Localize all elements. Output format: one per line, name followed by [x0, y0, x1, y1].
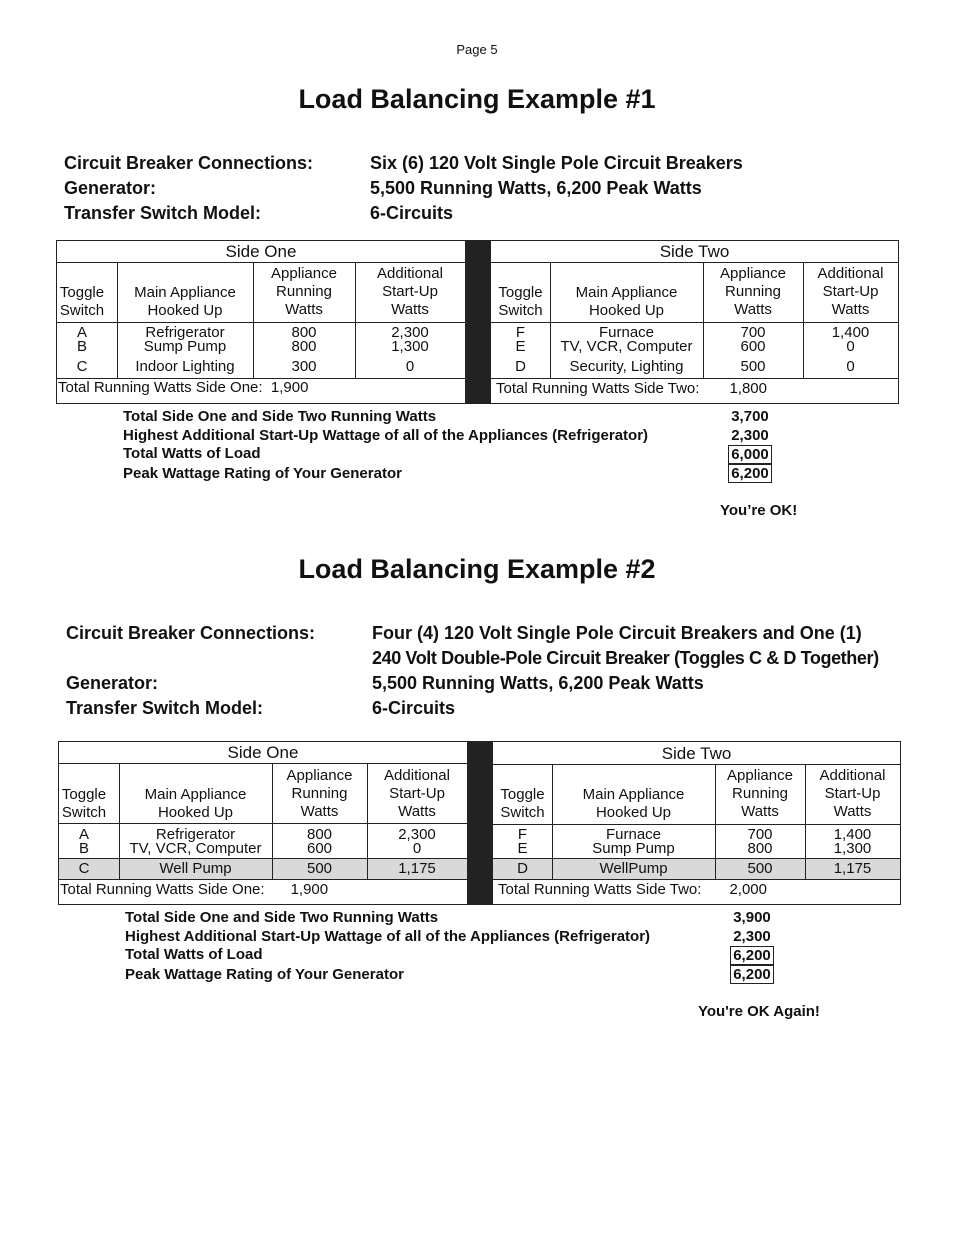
breaker-label: Circuit Breaker Connections: [66, 623, 316, 643]
table-center-divider [465, 241, 491, 403]
generator-value: 5,500 Running Watts, 6,200 Peak Watts [372, 673, 704, 693]
table-row-running: 800 600 [306, 826, 333, 857]
table-cell: 1,175 [398, 860, 436, 877]
table-cell: 500 [740, 358, 766, 375]
side-one-total: Total Running Watts Side One: 1,900 [60, 881, 329, 898]
table-row-running: 700 600 [740, 324, 766, 355]
load-table-example-1 [56, 240, 899, 404]
table-row-toggles: A B [78, 826, 89, 857]
table-row-startup: 1,400 1,300 [833, 826, 872, 857]
header-startup: Additional Start-Up Watts [817, 265, 884, 318]
summary-value-boxed: 6,200 [728, 464, 772, 483]
example-2-title: Load Balancing Example #2 [298, 554, 656, 584]
table-row-appliances: Furnace Sump Pump [592, 826, 675, 857]
breaker-value: Six (6) 120 Volt Single Pole Circuit Breakers [370, 153, 743, 173]
summary-label: Total Watts of Load [123, 445, 261, 462]
table-cell: C [78, 860, 90, 877]
breaker-value: Four (4) 120 Volt Single Pole Circuit Breakers and One (1) [372, 623, 862, 643]
summary-value: 3,700 [731, 408, 769, 425]
transfer-switch-label: Transfer Switch Model: [66, 698, 264, 718]
table-row-appliances: Refrigerator Sump Pump [143, 324, 227, 355]
header-toggle: Toggle Switch [498, 284, 543, 319]
example-1-info [64, 151, 924, 231]
header-running: Appliance Running Watts [271, 265, 337, 318]
header-appliance: Main Appliance Hooked Up [582, 786, 685, 821]
table-cell: C [76, 358, 88, 375]
example-2-info [66, 621, 926, 726]
generator-label: Generator: [64, 178, 157, 198]
table-row-startup: 2,300 0 [398, 826, 436, 857]
breaker-value-line-2: 240 Volt Double-Pole Circuit Breaker (Toggles C & D Together) [372, 648, 879, 668]
header-startup: Additional Start-Up Watts [384, 767, 450, 820]
table-row-running: 700 800 [747, 826, 773, 857]
summary-label: Peak Wattage Rating of Your Generator [123, 465, 402, 482]
header-toggle: Toggle Switch [59, 284, 105, 319]
header-toggle: Toggle Switch [61, 786, 107, 821]
table-cell: 0 [846, 358, 855, 375]
table-cell: Well Pump [159, 860, 232, 877]
summary-value: 2,300 [733, 928, 771, 945]
table-cell: WellPump [599, 860, 668, 877]
example-2-summary [125, 909, 825, 989]
table-row-running: 800 800 [291, 324, 317, 355]
table-cell: 500 [306, 860, 333, 877]
generator-label: Generator: [66, 673, 159, 693]
header-startup: Additional Start-Up Watts [377, 265, 443, 318]
summary-label: Total Watts of Load [125, 946, 263, 963]
side-two-total: Total Running Watts Side Two: 1,800 [496, 380, 767, 397]
table-row-toggles: F E [515, 324, 526, 355]
table-row-toggles: F E [517, 826, 528, 857]
example-1-verdict: You’re OK! [720, 502, 798, 519]
table-cell: 1,175 [833, 860, 872, 877]
header-appliance: Main Appliance Hooked Up [575, 284, 678, 319]
summary-label: Total Side One and Side Two Running Watts [125, 909, 439, 926]
summary-value: 3,900 [733, 909, 771, 926]
table-row-startup: 1,400 0 [831, 324, 870, 355]
summary-value: 2,300 [731, 427, 769, 444]
table-cell: 500 [747, 860, 773, 877]
summary-label: Peak Wattage Rating of Your Generator [125, 966, 404, 983]
example-1-title: Load Balancing Example #1 [298, 84, 656, 114]
summary-value-boxed: 6,200 [730, 965, 774, 984]
side-one-title: Side One [225, 242, 297, 261]
summary-value-boxed: 6,000 [728, 445, 772, 464]
table-cell: 300 [291, 358, 317, 375]
table-cell: 0 [405, 358, 415, 375]
side-two-title: Side Two [661, 744, 732, 763]
summary-label: Highest Additional Start-Up Wattage of all of the Appliances (Refrigerator) [123, 427, 649, 444]
table-cell: D [517, 860, 528, 877]
transfer-switch-value: 6-Circuits [370, 203, 454, 223]
header-running: Appliance Running Watts [720, 265, 786, 318]
side-two-total: Total Running Watts Side Two: 2,000 [498, 881, 767, 898]
table-cell: Indoor Lighting [135, 358, 235, 375]
table-row-appliances: Refrigerator TV, VCR, Computer [129, 826, 262, 857]
header-running: Appliance Running Watts [727, 767, 793, 820]
transfer-switch-label: Transfer Switch Model: [64, 203, 262, 223]
header-toggle: Toggle Switch [500, 786, 545, 821]
header-running: Appliance Running Watts [286, 767, 353, 820]
summary-label: Highest Additional Start-Up Wattage of all of the Appliances (Refrigerator) [125, 928, 651, 945]
header-appliance: Main Appliance Hooked Up [144, 786, 247, 821]
table-row-toggles: A B [76, 324, 87, 355]
table-center-divider [467, 742, 493, 904]
summary-label: Total Side One and Side Two Running Watts [123, 408, 437, 425]
table-row-appliances: Furnace TV, VCR, Computer [560, 324, 693, 355]
side-two-title: Side Two [659, 242, 730, 261]
header-appliance: Main Appliance Hooked Up [134, 284, 236, 319]
side-one-title: Side One [227, 743, 299, 762]
load-table-example-2 [58, 741, 901, 905]
breaker-label: Circuit Breaker Connections: [64, 153, 314, 173]
header-startup: Additional Start-Up Watts [819, 767, 886, 820]
example-2-verdict: You're OK Again! [698, 1003, 820, 1020]
generator-value: 5,500 Running Watts, 6,200 Peak Watts [370, 178, 702, 198]
table-cell: D [515, 358, 526, 375]
summary-value-boxed: 6,200 [730, 946, 774, 965]
side-one-total: Total Running Watts Side One: 1,900 [58, 379, 309, 396]
example-1-summary [123, 408, 823, 488]
table-cell: Security, Lighting [569, 358, 684, 375]
page-number: Page 5 [456, 42, 498, 57]
transfer-switch-value: 6-Circuits [372, 698, 456, 718]
table-row-startup: 2,300 1,300 [391, 324, 429, 355]
